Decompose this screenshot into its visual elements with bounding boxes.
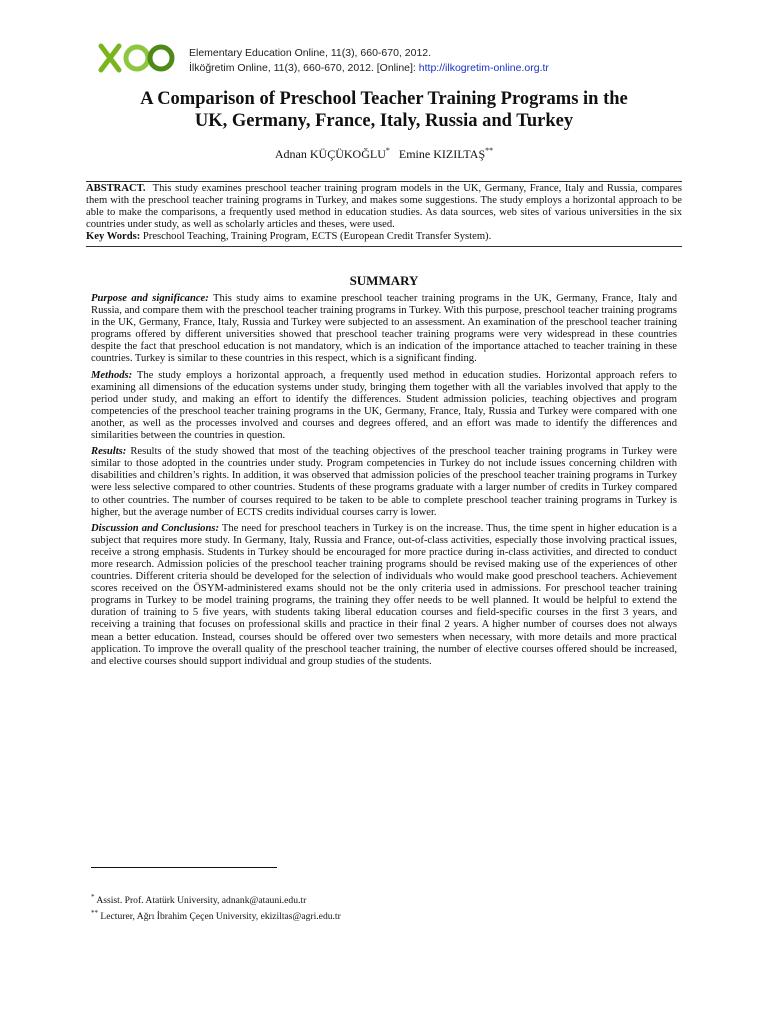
footnote-1-mark: * (91, 893, 95, 901)
author-1: Adnan KÜÇÜKOĞLU (274, 147, 386, 161)
author-list (80, 146, 688, 162)
keywords-paragraph (86, 231, 682, 243)
footnotes (91, 891, 677, 923)
journal-line-english: Elementary Education Online, 11(3), 660-670, 2012. (189, 47, 432, 59)
summary-section-results (91, 446, 677, 519)
abstract-text: This study examines preschool teacher training program models in the UK, Germany, France, Italy and Russia, compares them with the preschool teacher training programs in Turkey, and makes some suggestions. The study employs a horizontal approach to be able to make the comparisons, a frequently used method in education studies. As data sources, web sites of various universities in the six countries under study, as well as scholarly articles and theses, were used. (86, 183, 683, 231)
summary-section-purpose (91, 293, 677, 366)
journal-header (97, 40, 697, 80)
footnote-1 (91, 891, 677, 907)
paper-title-line2: UK, Germany, France, Italy, Russia and Turkey (194, 111, 574, 131)
section-label-purpose: Purpose and significance: (91, 293, 209, 304)
footnote-2 (91, 907, 677, 923)
author-1-mark: * (385, 146, 390, 155)
section-text-discussion: The need for preschool teachers in Turkey is on the increase. Thus, the time spent in higher education is a subject that requires more study. In Germany, Italy, Russia and France, out-of-class activities, especially those involving practical issues, receive a strong emphasis. Students in Turkey should be encouraged for more practice during in-class activities, and directed to conduct more research. Admission policies of the preschool teacher training programs should be revised making use of the experiences of other countries. Different criteria should be developed for the selection of individuals who would make good preschool teachers. Achievement scores received on the ÖSYM-administered exams should not be the only criteria used in admissions. For preschool teacher training programs in Turkey to be model training programs, the training they offer needs to be well planned. It would be helpful to extend the duration of training to 5 five years, with students taking liberal education courses and field-specific courses in the first 3 years, and receiving a training that focuses on professional skills and practice in their final 2 years. A higher number of courses does not always mean a better education. Instead, courses should be offered over two semesters when necessary, with more details and more practical application. To improve the overall quality of the preschool teacher training, the number of elective courses offered should be increased, and elective courses should support individual and group studies of the students. (91, 522, 677, 667)
paper-title (80, 88, 688, 132)
author-2-mark: ** (485, 146, 494, 155)
author-2: Emine KIZILTAŞ (398, 147, 486, 161)
keywords-text: Preschool Teaching, Training Program, ECTS (European Credit Transfer System). (142, 231, 492, 243)
section-label-methods: Methods: (91, 369, 133, 381)
section-label-results: Results: (91, 446, 127, 458)
summary-body (91, 293, 677, 672)
journal-url-link[interactable]: http://ilkogretim-online.org.tr (418, 62, 549, 74)
section-label-discussion: Discussion and Conclusions: (91, 522, 219, 534)
footnote-2-mark: ** (91, 909, 98, 918)
section-text-purpose: This study aims to examine preschool teacher training programs in the UK, Germany, France, Italy and Russia, and compare them with the preschool teacher training programs in Turkey. With this purpose, preschool teacher training programs in the UK, Germany, France, Italy, Russia and Turkey were subjected to an assessment. An examination of the preschool teacher training programs offered by different universities showed that preschool teacher training programs were very widespread in these countries despite the fact that preschool education is not mandatory, which is an indication of the importance attached to teacher training in these countries. Turkey is similar to these countries in this respect, which is a significant finding. (91, 293, 677, 365)
footnote-divider (91, 867, 277, 868)
summary-section-methods (91, 370, 677, 443)
journal-logo-icon (97, 40, 177, 76)
footnote-1-text: Assist. Prof. Atatürk University, adnank@atauni.edu.tr (96, 895, 307, 907)
keywords-label: Key Words: (86, 231, 141, 243)
journal-citation (189, 46, 549, 76)
section-text-results: Results of the study showed that most of the teaching objectives of the preschool teacher training programs in Turkey were similar to those adopted in the countries under study. Program competencies in Turkey do not include issues concerning children with disabilities and children’s rights. In addition, it was observed that admission policies of the preschool teacher training programs in Turkey were less selective compared to other countries. Students of these programs graduate with a larger number of credits in Turkey compared to other countries. The number of courses required to be taken to be able to complete preschool teacher training programs in Turkey is higher, but the average number of ECTS credits individual courses carry is lower. (91, 446, 677, 518)
abstract-paragraph (86, 183, 682, 231)
journal-line-turkish-text: İlköğretim Online, 11(3), 660-670, 2012. [Online]: (189, 62, 419, 74)
journal-line-turkish (189, 61, 549, 76)
abstract-label: ABSTRACT. (86, 183, 146, 194)
summary-section-discussion (91, 523, 677, 668)
summary-heading: SUMMARY (349, 273, 419, 288)
abstract-block (86, 181, 682, 247)
section-text-methods: The study employs a horizontal approach, a frequently used method in education studies. Horizontal approach refers to examining all dimensions of the education systems under study, bringing them together with all the variables involved that apply to the period under study, and making an effort to identify the differences. Student admission policies, teaching objectives and program competencies of the preschool teacher training programs in the UK, Germany, France, Italy, Russia and Turkey were compared with one another, as well as the processes involved and courses and degrees offered, and an effort was made to identify the differences and similarities between the countries in question. (91, 369, 677, 442)
footnote-2-text: Lecturer, Ağrı İbrahim Çeçen University, ekiziltas@agri.edu.tr (100, 911, 341, 923)
paper-title-line1: A Comparison of Preschool Teacher Training Programs in the (140, 89, 628, 109)
